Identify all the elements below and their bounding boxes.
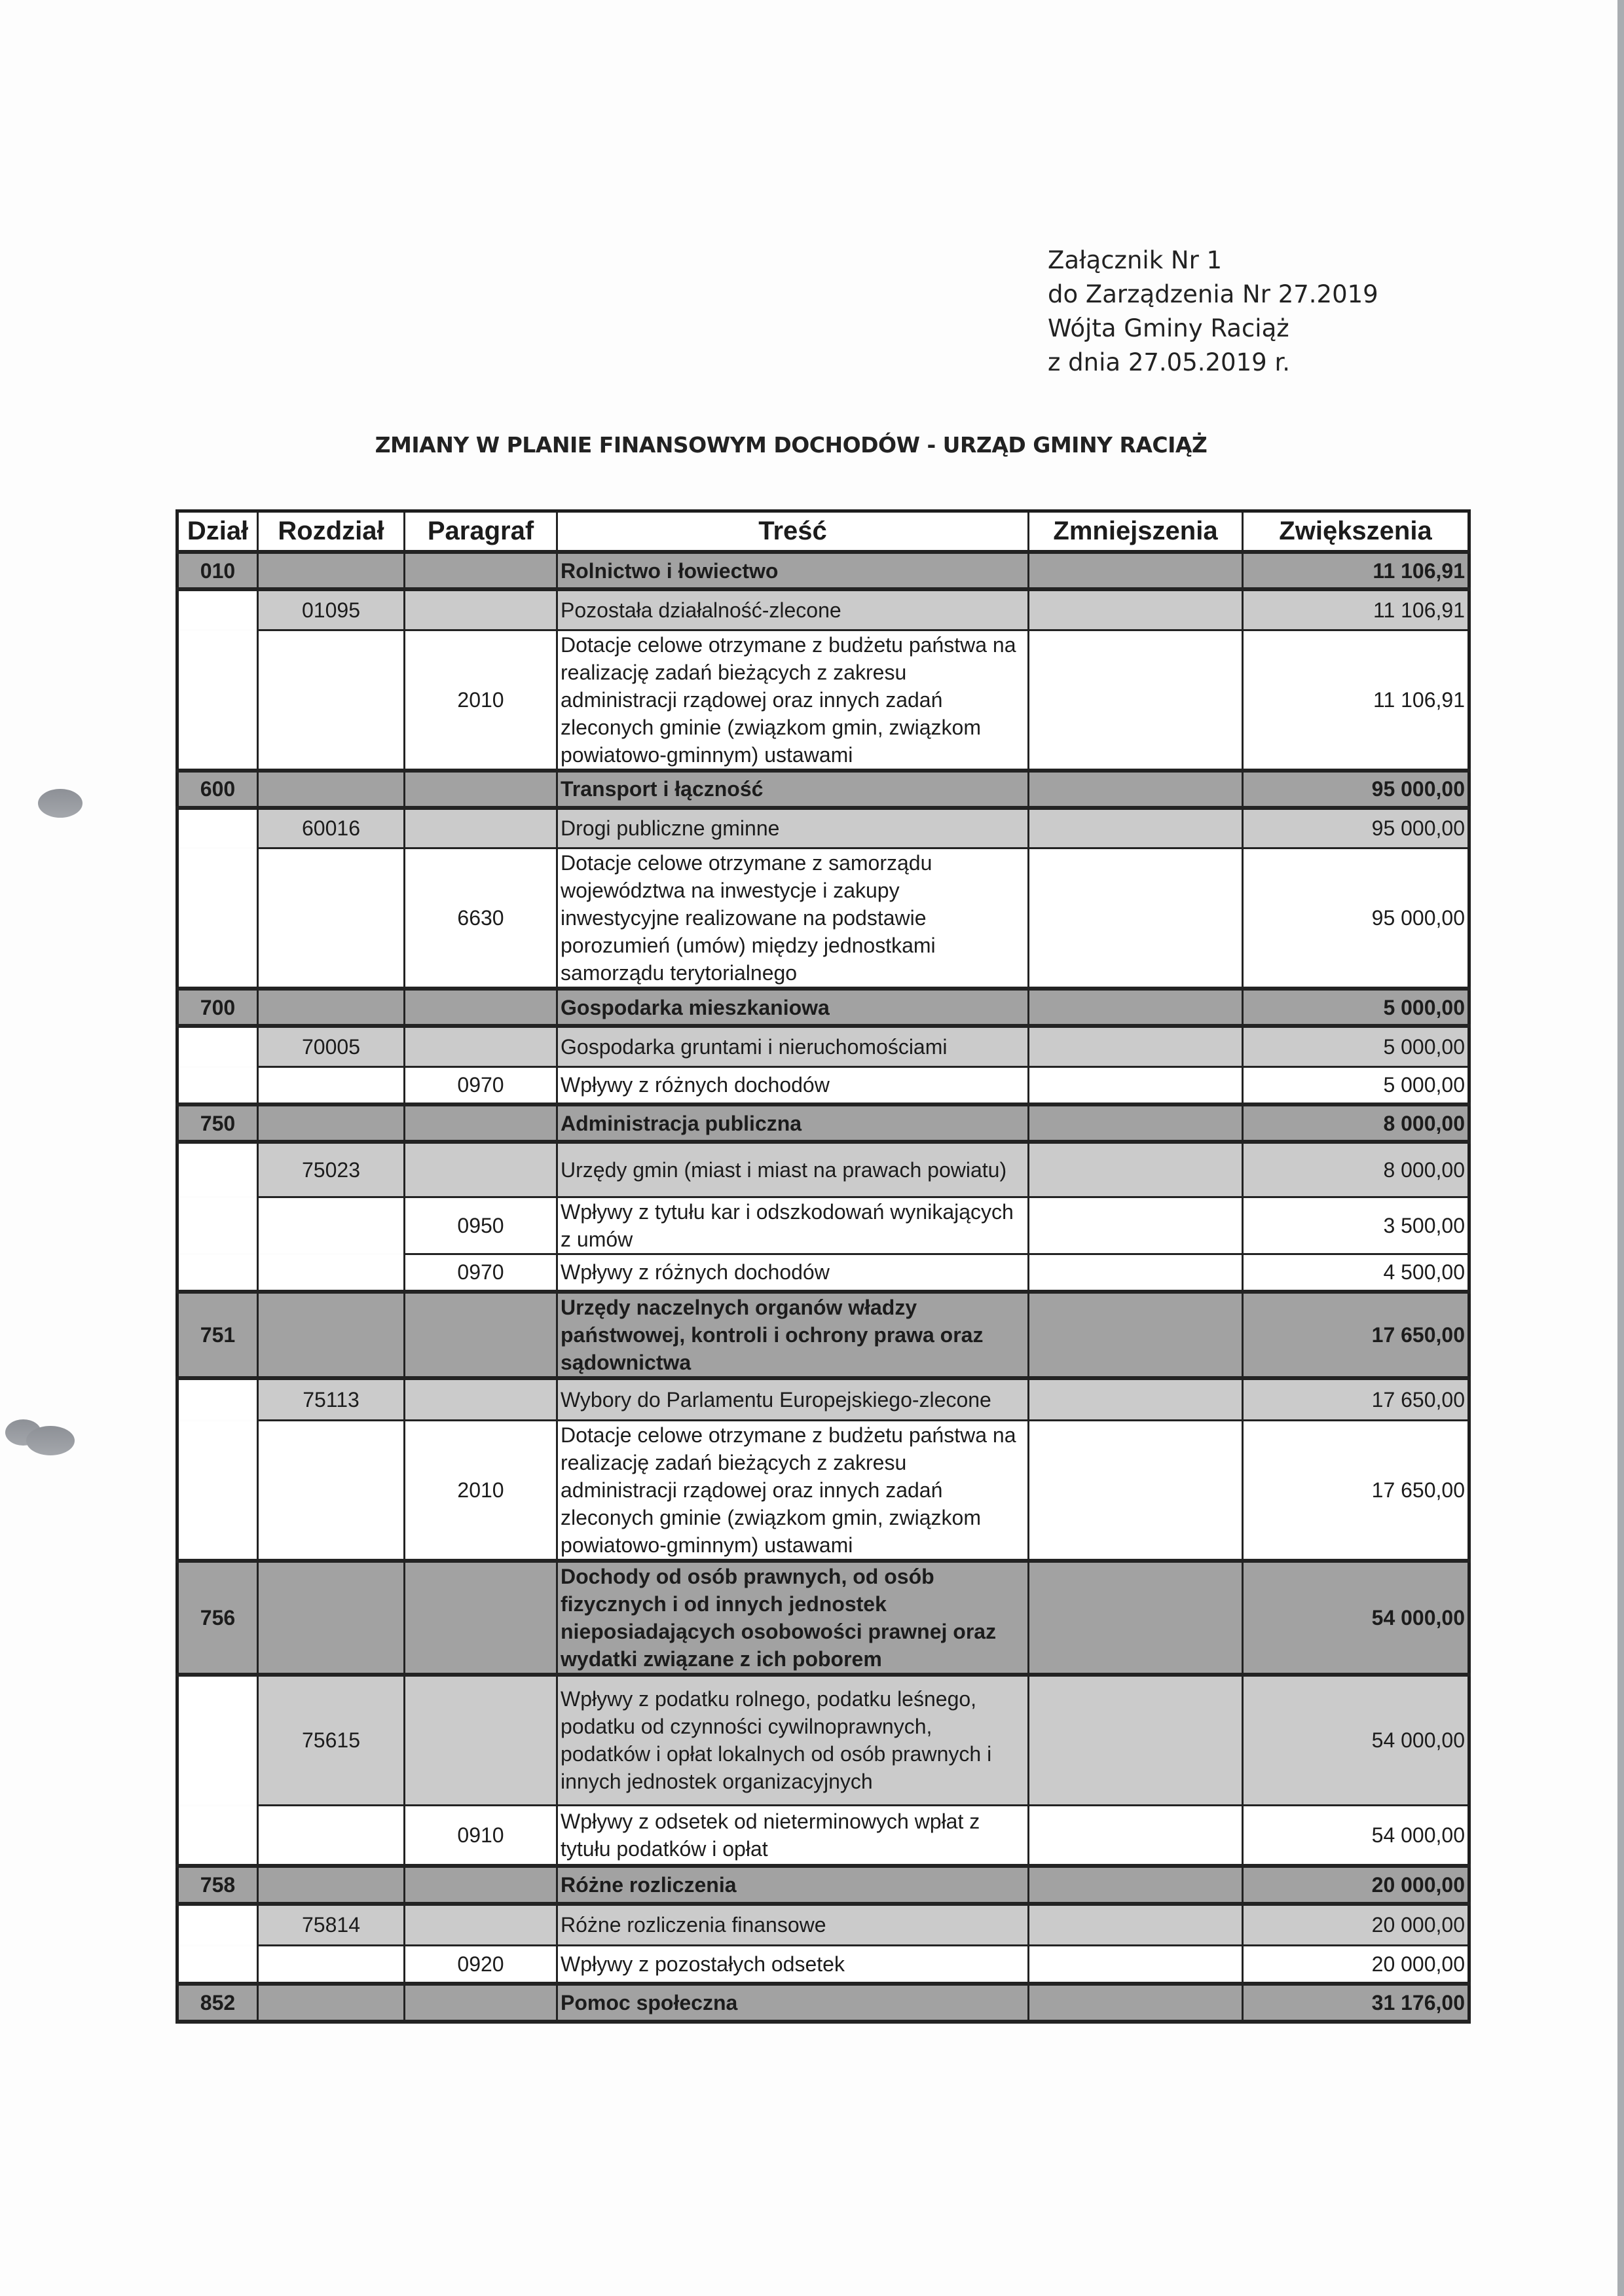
table-row-paragraf bbox=[177, 1066, 1469, 1104]
cell-zmniejszenia bbox=[1029, 1292, 1243, 1378]
cell-dzial bbox=[177, 630, 258, 771]
header-dzial: Dział bbox=[177, 511, 258, 553]
cell-zmniejszenia bbox=[1029, 589, 1243, 630]
cell-zmniejszenia bbox=[1029, 1104, 1243, 1142]
cell-dzial bbox=[177, 1946, 258, 1984]
cell-zwiekszenia: 5 000,00 bbox=[1243, 1066, 1469, 1104]
cell-tresc: Wpływy z odsetek od nieterminowych wpłat z tytułu podatków i opłat bbox=[557, 1806, 1029, 1866]
header-zwiekszenia: Zwiększenia bbox=[1243, 511, 1469, 553]
table-row-rozdzial bbox=[177, 1026, 1469, 1066]
cell-paragraf bbox=[405, 1142, 557, 1197]
cell-paragraf bbox=[405, 1378, 557, 1420]
cell-zmniejszenia bbox=[1029, 1675, 1243, 1806]
cell-dzial bbox=[177, 1142, 258, 1197]
cell-zwiekszenia: 17 650,00 bbox=[1243, 1420, 1469, 1561]
cell-paragraf bbox=[405, 1675, 557, 1806]
cell-tresc: Wpływy z różnych dochodów bbox=[557, 1254, 1029, 1292]
cell-zmniejszenia bbox=[1029, 1866, 1243, 1904]
cell-rozdzial bbox=[258, 1866, 405, 1904]
cell-zmniejszenia bbox=[1029, 1142, 1243, 1197]
cell-zwiekszenia: 8 000,00 bbox=[1243, 1104, 1469, 1142]
cell-tresc: Różne rozliczenia finansowe bbox=[557, 1904, 1029, 1946]
cell-rozdzial: 01095 bbox=[258, 589, 405, 630]
cell-paragraf: 0970 bbox=[405, 1066, 557, 1104]
cell-tresc: Wpływy z tytułu kar i odszkodowań wynikających z umów bbox=[557, 1197, 1029, 1254]
cell-rozdzial bbox=[258, 1806, 405, 1866]
cell-dzial bbox=[177, 1904, 258, 1946]
table-row-dzial bbox=[177, 1292, 1469, 1378]
cell-paragraf: 6630 bbox=[405, 848, 557, 989]
cell-dzial: 756 bbox=[177, 1561, 258, 1675]
cell-paragraf bbox=[405, 589, 557, 630]
cell-tresc: Pomoc społeczna bbox=[557, 1984, 1029, 2022]
cell-rozdzial bbox=[258, 1066, 405, 1104]
cell-tresc: Wpływy z pozostałych odsetek bbox=[557, 1946, 1029, 1984]
cell-zwiekszenia: 95 000,00 bbox=[1243, 848, 1469, 989]
cell-zwiekszenia: 8 000,00 bbox=[1243, 1142, 1469, 1197]
cell-paragraf bbox=[405, 1866, 557, 1904]
cell-tresc: Różne rozliczenia bbox=[557, 1866, 1029, 1904]
cell-rozdzial bbox=[258, 1104, 405, 1142]
table-row-paragraf bbox=[177, 1254, 1469, 1292]
header-zmniejszenia: Zmniejszenia bbox=[1029, 511, 1243, 553]
cell-zwiekszenia: 54 000,00 bbox=[1243, 1806, 1469, 1866]
cell-tresc: Urzędy gmin (miast i miast na prawach powiatu) bbox=[557, 1142, 1029, 1197]
cell-tresc: Drogi publiczne gminne bbox=[557, 808, 1029, 848]
cell-dzial bbox=[177, 1026, 258, 1066]
cell-rozdzial bbox=[258, 771, 405, 808]
cell-paragraf bbox=[405, 1984, 557, 2022]
cell-paragraf bbox=[405, 1026, 557, 1066]
cell-paragraf bbox=[405, 1561, 557, 1675]
cell-zmniejszenia bbox=[1029, 771, 1243, 808]
cell-zmniejszenia bbox=[1029, 1904, 1243, 1946]
cell-rozdzial: 75814 bbox=[258, 1904, 405, 1946]
attachment-header bbox=[1048, 244, 1378, 380]
cell-paragraf: 0970 bbox=[405, 1254, 557, 1292]
table-body bbox=[177, 552, 1469, 2022]
table-row-dzial bbox=[177, 1984, 1469, 2022]
table-row-rozdzial bbox=[177, 1675, 1469, 1806]
cell-tresc: Gospodarka gruntami i nieruchomościami bbox=[557, 1026, 1029, 1066]
cell-rozdzial: 75113 bbox=[258, 1378, 405, 1420]
cell-tresc: Dotacje celowe otrzymane z samorządu województwa na inwestycje i zakupy inwestycyjne realizowane na podstawie porozumień (umów) między jednostkami samorządu terytorialnego bbox=[557, 848, 1029, 989]
cell-tresc: Wpływy z różnych dochodów bbox=[557, 1066, 1029, 1104]
cell-rozdzial bbox=[258, 1420, 405, 1561]
cell-zwiekszenia: 95 000,00 bbox=[1243, 771, 1469, 808]
cell-zwiekszenia: 5 000,00 bbox=[1243, 1026, 1469, 1066]
table-row-dzial bbox=[177, 1866, 1469, 1904]
cell-tresc: Dotacje celowe otrzymane z budżetu państwa na realizację zadań bieżących z zakresu administracji rządowej oraz innych zadań zleconych gminie (związkom gmin, związkom powiatowo-gminnym) ustawami bbox=[557, 630, 1029, 771]
cell-rozdzial: 60016 bbox=[258, 808, 405, 848]
cell-paragraf bbox=[405, 771, 557, 808]
financial-plan-table bbox=[175, 509, 1471, 2024]
table-row-rozdzial bbox=[177, 808, 1469, 848]
cell-zmniejszenia bbox=[1029, 1066, 1243, 1104]
table-row-dzial bbox=[177, 552, 1469, 589]
cell-zmniejszenia bbox=[1029, 1254, 1243, 1292]
cell-dzial bbox=[177, 848, 258, 989]
cell-zmniejszenia bbox=[1029, 1026, 1243, 1066]
punch-hole-mark bbox=[26, 1426, 75, 1455]
cell-rozdzial bbox=[258, 1984, 405, 2022]
cell-tresc: Urzędy naczelnych organów władzy państwowej, kontroli i ochrony prawa oraz sądownictwa bbox=[557, 1292, 1029, 1378]
cell-rozdzial bbox=[258, 989, 405, 1026]
table-row-dzial bbox=[177, 1104, 1469, 1142]
cell-dzial bbox=[177, 1254, 258, 1292]
cell-rozdzial bbox=[258, 630, 405, 771]
cell-zwiekszenia: 11 106,91 bbox=[1243, 552, 1469, 589]
table-row-paragraf bbox=[177, 630, 1469, 771]
cell-dzial bbox=[177, 1378, 258, 1420]
table-row-rozdzial bbox=[177, 589, 1469, 630]
cell-rozdzial: 75615 bbox=[258, 1675, 405, 1806]
cell-rozdzial bbox=[258, 1197, 405, 1254]
cell-zwiekszenia: 4 500,00 bbox=[1243, 1254, 1469, 1292]
cell-zmniejszenia bbox=[1029, 1984, 1243, 2022]
cell-paragraf bbox=[405, 989, 557, 1026]
cell-zmniejszenia bbox=[1029, 552, 1243, 589]
header-paragraf: Paragraf bbox=[405, 511, 557, 553]
cell-tresc: Pozostała działalność-zlecone bbox=[557, 589, 1029, 630]
cell-zmniejszenia bbox=[1029, 1561, 1243, 1675]
cell-paragraf bbox=[405, 1904, 557, 1946]
cell-dzial: 700 bbox=[177, 989, 258, 1026]
cell-zwiekszenia: 54 000,00 bbox=[1243, 1561, 1469, 1675]
cell-zmniejszenia bbox=[1029, 1197, 1243, 1254]
header-rozdzial: Rozdział bbox=[258, 511, 405, 553]
cell-tresc: Rolnictwo i łowiectwo bbox=[557, 552, 1029, 589]
cell-paragraf bbox=[405, 1292, 557, 1378]
cell-dzial: 750 bbox=[177, 1104, 258, 1142]
cell-tresc: Wybory do Parlamentu Europejskiego-zlecone bbox=[557, 1378, 1029, 1420]
cell-zmniejszenia bbox=[1029, 630, 1243, 771]
cell-dzial bbox=[177, 1675, 258, 1806]
cell-dzial bbox=[177, 1197, 258, 1254]
cell-paragraf: 0920 bbox=[405, 1946, 557, 1984]
cell-zmniejszenia bbox=[1029, 1946, 1243, 1984]
cell-tresc: Transport i łączność bbox=[557, 771, 1029, 808]
cell-zwiekszenia: 95 000,00 bbox=[1243, 808, 1469, 848]
cell-dzial: 852 bbox=[177, 1984, 258, 2022]
table-row-dzial bbox=[177, 1561, 1469, 1675]
cell-rozdzial bbox=[258, 848, 405, 989]
attachment-regulation: do Zarządzenia Nr 27.2019 bbox=[1048, 280, 1378, 308]
table-row-paragraf bbox=[177, 1946, 1469, 1984]
cell-zwiekszenia: 54 000,00 bbox=[1243, 1675, 1469, 1806]
cell-paragraf bbox=[405, 1104, 557, 1142]
cell-tresc: Gospodarka mieszkaniowa bbox=[557, 989, 1029, 1026]
cell-zwiekszenia: 20 000,00 bbox=[1243, 1866, 1469, 1904]
attachment-date: z dnia 27.05.2019 r. bbox=[1048, 348, 1291, 376]
cell-paragraf: 0910 bbox=[405, 1806, 557, 1866]
cell-zmniejszenia bbox=[1029, 808, 1243, 848]
table-row-paragraf bbox=[177, 848, 1469, 989]
table-row-paragraf bbox=[177, 1420, 1469, 1561]
cell-zmniejszenia bbox=[1029, 989, 1243, 1026]
cell-rozdzial: 70005 bbox=[258, 1026, 405, 1066]
cell-zwiekszenia: 17 650,00 bbox=[1243, 1292, 1469, 1378]
cell-zmniejszenia bbox=[1029, 1420, 1243, 1561]
table-row-dzial bbox=[177, 771, 1469, 808]
cell-tresc: Dotacje celowe otrzymane z budżetu państwa na realizację zadań bieżących z zakresu administracji rządowej oraz innych zadań zleconych gminie (związkom gmin, związkom powiatowo-gminnym) ustawami bbox=[557, 1420, 1029, 1561]
cell-dzial bbox=[177, 1420, 258, 1561]
cell-paragraf: 2010 bbox=[405, 630, 557, 771]
cell-paragraf: 2010 bbox=[405, 1420, 557, 1561]
header-tresc: Treść bbox=[557, 511, 1029, 553]
table-header-row bbox=[177, 511, 1469, 553]
cell-rozdzial: 75023 bbox=[258, 1142, 405, 1197]
cell-paragraf: 0950 bbox=[405, 1197, 557, 1254]
cell-zwiekszenia: 31 176,00 bbox=[1243, 1984, 1469, 2022]
cell-zwiekszenia: 5 000,00 bbox=[1243, 989, 1469, 1026]
cell-rozdzial bbox=[258, 1946, 405, 1984]
table-row-rozdzial bbox=[177, 1378, 1469, 1420]
cell-dzial bbox=[177, 1806, 258, 1866]
scan-edge-strip bbox=[1617, 0, 1624, 2296]
cell-tresc: Dochody od osób prawnych, od osób fizycznych i od innych jednostek nieposiadających osobowości prawnej oraz wydatki związane z ich poborem bbox=[557, 1561, 1029, 1675]
attachment-number: Załącznik Nr 1 bbox=[1048, 246, 1223, 274]
cell-zwiekszenia: 3 500,00 bbox=[1243, 1197, 1469, 1254]
table-row-paragraf bbox=[177, 1806, 1469, 1866]
cell-dzial: 758 bbox=[177, 1866, 258, 1904]
cell-paragraf bbox=[405, 552, 557, 589]
cell-rozdzial bbox=[258, 1254, 405, 1292]
table-row-rozdzial bbox=[177, 1904, 1469, 1946]
table-row-paragraf bbox=[177, 1197, 1469, 1254]
table-row-rozdzial bbox=[177, 1142, 1469, 1197]
cell-tresc: Wpływy z podatku rolnego, podatku leśnego, podatku od czynności cywilnoprawnych, podatków i opłat lokalnych od osób prawnych i innych jednostek organizacyjnych bbox=[557, 1675, 1029, 1806]
cell-zwiekszenia: 11 106,91 bbox=[1243, 589, 1469, 630]
cell-zwiekszenia: 17 650,00 bbox=[1243, 1378, 1469, 1420]
cell-zwiekszenia: 20 000,00 bbox=[1243, 1904, 1469, 1946]
cell-rozdzial bbox=[258, 1292, 405, 1378]
cell-zmniejszenia bbox=[1029, 848, 1243, 989]
cell-rozdzial bbox=[258, 1561, 405, 1675]
cell-rozdzial bbox=[258, 552, 405, 589]
cell-zmniejszenia bbox=[1029, 1806, 1243, 1866]
cell-dzial: 751 bbox=[177, 1292, 258, 1378]
cell-tresc: Administracja publiczna bbox=[557, 1104, 1029, 1142]
attachment-issuer: Wójta Gminy Raciąż bbox=[1048, 314, 1289, 342]
cell-zwiekszenia: 20 000,00 bbox=[1243, 1946, 1469, 1984]
punch-hole-mark bbox=[38, 789, 83, 818]
cell-dzial bbox=[177, 808, 258, 848]
cell-dzial: 010 bbox=[177, 552, 258, 589]
document-title: ZMIANY W PLANIE FINANSOWYM DOCHODÓW - URZĄD GMINY RACIĄŻ bbox=[375, 432, 1208, 458]
cell-dzial: 600 bbox=[177, 771, 258, 808]
cell-dzial bbox=[177, 1066, 258, 1104]
cell-paragraf bbox=[405, 808, 557, 848]
cell-zmniejszenia bbox=[1029, 1378, 1243, 1420]
table-row-dzial bbox=[177, 989, 1469, 1026]
cell-zwiekszenia: 11 106,91 bbox=[1243, 630, 1469, 771]
cell-dzial bbox=[177, 589, 258, 630]
